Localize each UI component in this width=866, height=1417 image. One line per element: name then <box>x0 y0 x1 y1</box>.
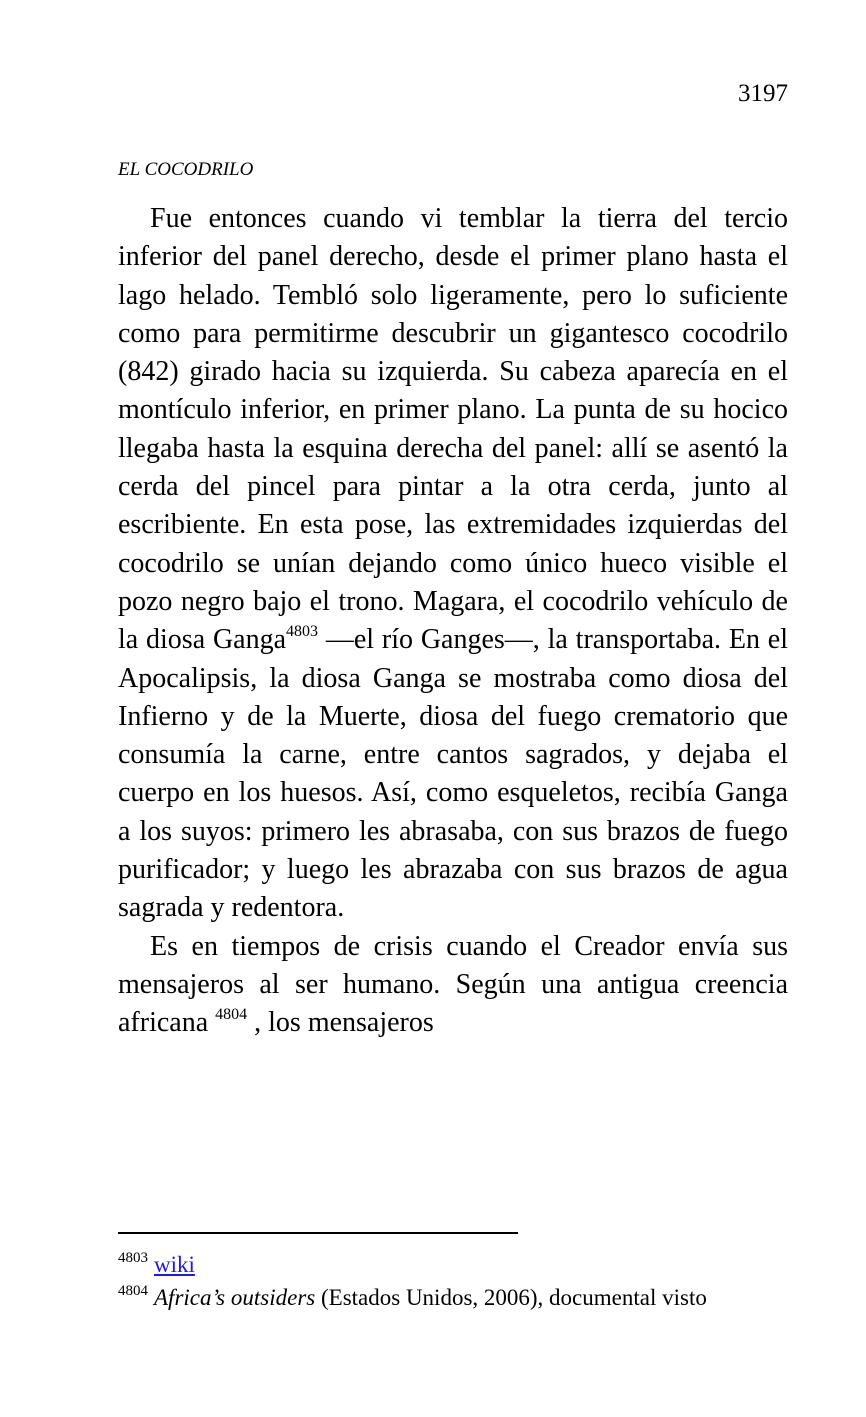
paragraph-text: , los mensajeros <box>247 1007 434 1039</box>
footnotes <box>118 1248 788 1314</box>
paragraph-text: Es en tiempos de crisis cuando el Creador envía sus mensajeros al ser humano. Según una antigua creencia africana <box>118 930 788 1039</box>
wiki-link[interactable]: wiki <box>154 1252 195 1277</box>
footnote-number: 4804 <box>118 1283 148 1299</box>
paragraph <box>118 928 788 1043</box>
footnote-separator <box>118 1232 518 1234</box>
footnote <box>118 1248 788 1281</box>
footnote-text: (Estados Unidos, 2006), documental visto <box>315 1285 707 1310</box>
paragraph-text: —el río Ganges—, la transportaba. En el Apocalipsis, la diosa Ganga se mostraba como diosa del Infierno y de la Muerte, diosa del fuego crematorio que consumía la carne, entre cantos sagrados, y dejaba el cuerpo en los huesos. Así, como esqueletos, recibía Ganga a los suyos: primero les abrasaba, con sus brazos de fuego purificador; y luego les abrazaba con sus brazos de agua sagrada y redentora. <box>118 624 789 924</box>
footnote-title: Africa’s outsiders <box>154 1285 316 1310</box>
paragraph <box>118 200 788 928</box>
footnote <box>118 1281 788 1314</box>
page-number: 3197 <box>738 80 788 107</box>
running-head: EL COCODRILO <box>118 159 254 180</box>
body-text <box>118 200 788 1043</box>
footnote-reference[interactable]: 4804 <box>215 1006 248 1024</box>
footnote-reference[interactable]: 4803 <box>286 623 319 641</box>
footnote-number: 4803 <box>118 1250 148 1266</box>
paragraph-text: Fue entonces cuando vi temblar la tierra del tercio inferior del panel derecho, desde el primer plano hasta el lago helado. Tembló solo ligeramente, pero lo suficiente como para permitirme descubrir un gigantesco cocodrilo (842) girado hacia su izquierda. Su cabeza aparecía en el montículo inferior, en primer plano. La punta de su hocico llegaba hasta la esquina derecha del panel: allí se asentó la cerda del pincel para pintar a la otra cerda, junto al escribiente. En esta pose, las extremidades izquierdas del cocodrilo se unían dejando como único hueco visible el pozo negro bajo el trono. Magara, el cocodrilo vehículo de la diosa Ganga <box>118 203 788 656</box>
